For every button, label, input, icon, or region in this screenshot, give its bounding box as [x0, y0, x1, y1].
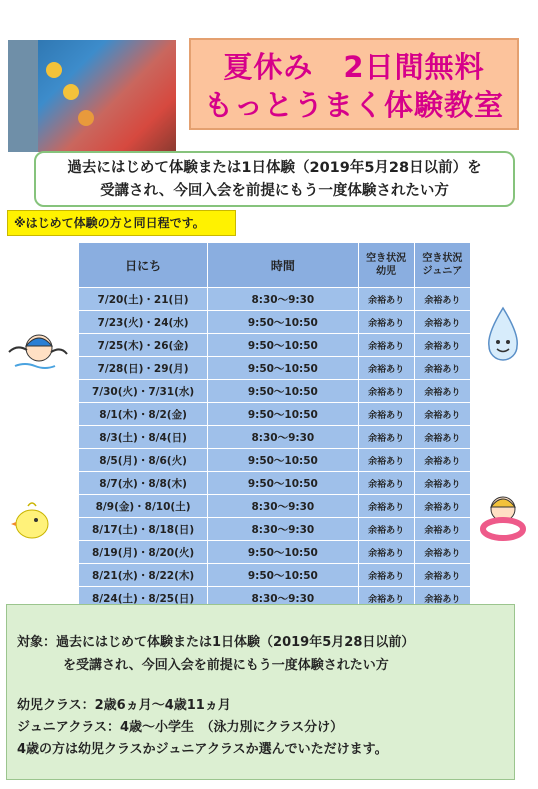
info-class-choice: 4歳の方は幼児クラスかジュニアクラスか選んでいただけます。: [17, 742, 388, 757]
info-target-line-1: 対象：過去にはじめて体験または1日体験（2019年5月28日以前）: [17, 635, 415, 650]
cell-date: 8/1(木)・8/2(金): [79, 403, 208, 426]
cell-junior: 余裕あり: [414, 541, 470, 564]
cell-yoji: 余裕あり: [358, 541, 414, 564]
cell-junior: 余裕あり: [414, 380, 470, 403]
cell-junior: 余裕あり: [414, 357, 470, 380]
cell-date: 8/7(水)・8/8(木): [79, 472, 208, 495]
cell-date: 8/19(月)・8/20(火): [79, 541, 208, 564]
cell-junior: 余裕あり: [414, 449, 470, 472]
cell-time: 9:50～10:50: [208, 472, 358, 495]
cell-yoji: 余裕あり: [358, 564, 414, 587]
cell-date: 7/28(日)・29(月): [79, 357, 208, 380]
table-row: [79, 357, 471, 380]
title-banner: [189, 38, 519, 130]
cell-time: 9:50～10:50: [208, 403, 358, 426]
header-time: 時間: [208, 243, 358, 288]
cell-time: 9:50～10:50: [208, 449, 358, 472]
cell-date: 7/30(火)・7/31(水): [79, 380, 208, 403]
table-row: [79, 495, 471, 518]
cell-time: 9:50～10:50: [208, 541, 358, 564]
table-row: [79, 426, 471, 449]
table-row: [79, 380, 471, 403]
header-date: 日にち: [79, 243, 208, 288]
table-row: [79, 518, 471, 541]
swim-ring-girl-illustration: [477, 493, 529, 543]
cell-junior: 余裕あり: [414, 288, 470, 311]
title-line-1: 夏休み 2日間無料: [223, 50, 485, 84]
cell-time: 9:50～10:50: [208, 334, 358, 357]
cell-date: 8/24(土)・8/25(日): [79, 587, 208, 610]
cell-time: 8:30～9:30: [208, 426, 358, 449]
cell-date: 7/23(火)・24(水): [79, 311, 208, 334]
cell-date: 7/25(木)・26(金): [79, 334, 208, 357]
cell-yoji: 余裕あり: [358, 495, 414, 518]
cell-junior: 余裕あり: [414, 426, 470, 449]
table-header-row: [79, 243, 471, 288]
cell-junior: 余裕あり: [414, 518, 470, 541]
cell-time: 8:30～9:30: [208, 495, 358, 518]
cell-junior: 余裕あり: [414, 472, 470, 495]
cell-yoji: 余裕あり: [358, 288, 414, 311]
cell-date: 8/17(土)・8/18(日): [79, 518, 208, 541]
cell-yoji: 余裕あり: [358, 472, 414, 495]
swimming-child-photo: [8, 40, 176, 152]
cell-junior: 余裕あり: [414, 564, 470, 587]
table-row: [79, 288, 471, 311]
header-junior: 空き状況 ジュニア: [414, 243, 470, 288]
info-box: [6, 604, 515, 780]
cell-date: 8/9(金)・8/10(土): [79, 495, 208, 518]
eligibility-line-2: 受講され、今回入会を前提にもう一度体験されたい方: [100, 183, 449, 199]
table-row: [79, 334, 471, 357]
table-row: [79, 311, 471, 334]
table-row: [79, 472, 471, 495]
info-junior-class: ジュニアクラス：4歳～小学生 （泳力別にクラス分け）: [17, 720, 344, 735]
table-row: [79, 564, 471, 587]
cell-time: 8:30～9:30: [208, 518, 358, 541]
info-target-line-2: を受講され、今回入会を前提にもう一度体験されたい方: [63, 658, 389, 673]
cell-time: 9:50～10:50: [208, 311, 358, 334]
cell-yoji: 余裕あり: [358, 449, 414, 472]
table-row: [79, 403, 471, 426]
water-drop-character: [483, 306, 523, 362]
cell-yoji: 余裕あり: [358, 426, 414, 449]
cell-date: 8/3(土)・8/4(日): [79, 426, 208, 449]
cell-junior: 余裕あり: [414, 403, 470, 426]
info-yoji-class: 幼児クラス：2歳6ヵ月～4歳11ヵ月: [17, 698, 231, 713]
cell-junior: 余裕あり: [414, 495, 470, 518]
cell-time: 8:30～9:30: [208, 288, 358, 311]
chick-illustration: [10, 500, 52, 542]
cell-yoji: 余裕あり: [358, 380, 414, 403]
eligibility-line-1: 過去にはじめて体験または1日体験（2019年5月28日以前）を: [67, 160, 482, 176]
cell-yoji: 余裕あり: [358, 518, 414, 541]
cell-junior: 余裕あり: [414, 334, 470, 357]
cell-yoji: 余裕あり: [358, 403, 414, 426]
cell-time: 8:30～9:30: [208, 587, 358, 610]
table-row: [79, 449, 471, 472]
eligibility-banner: [34, 151, 515, 207]
cell-time: 9:50～10:50: [208, 357, 358, 380]
title-line-2: もっとうまく体験教室: [203, 88, 504, 122]
cell-time: 9:50～10:50: [208, 564, 358, 587]
schedule-table: [78, 242, 471, 633]
cell-junior: 余裕あり: [414, 587, 470, 610]
cell-date: 8/21(水)・8/22(木): [79, 564, 208, 587]
table-row: [79, 541, 471, 564]
cell-yoji: 余裕あり: [358, 311, 414, 334]
swimmer-boy-illustration: [5, 330, 69, 374]
cell-junior: 余裕あり: [414, 311, 470, 334]
cell-yoji: 余裕あり: [358, 587, 414, 610]
cell-date: 8/5(月)・8/6(火): [79, 449, 208, 472]
header-yoji: 空き状況 幼児: [358, 243, 414, 288]
cell-date: 7/20(土)・21(日): [79, 288, 208, 311]
cell-time: 9:50～10:50: [208, 380, 358, 403]
schedule-note: ※はじめて体験の方と同日程です。: [7, 210, 236, 236]
cell-yoji: 余裕あり: [358, 357, 414, 380]
cell-yoji: 余裕あり: [358, 334, 414, 357]
